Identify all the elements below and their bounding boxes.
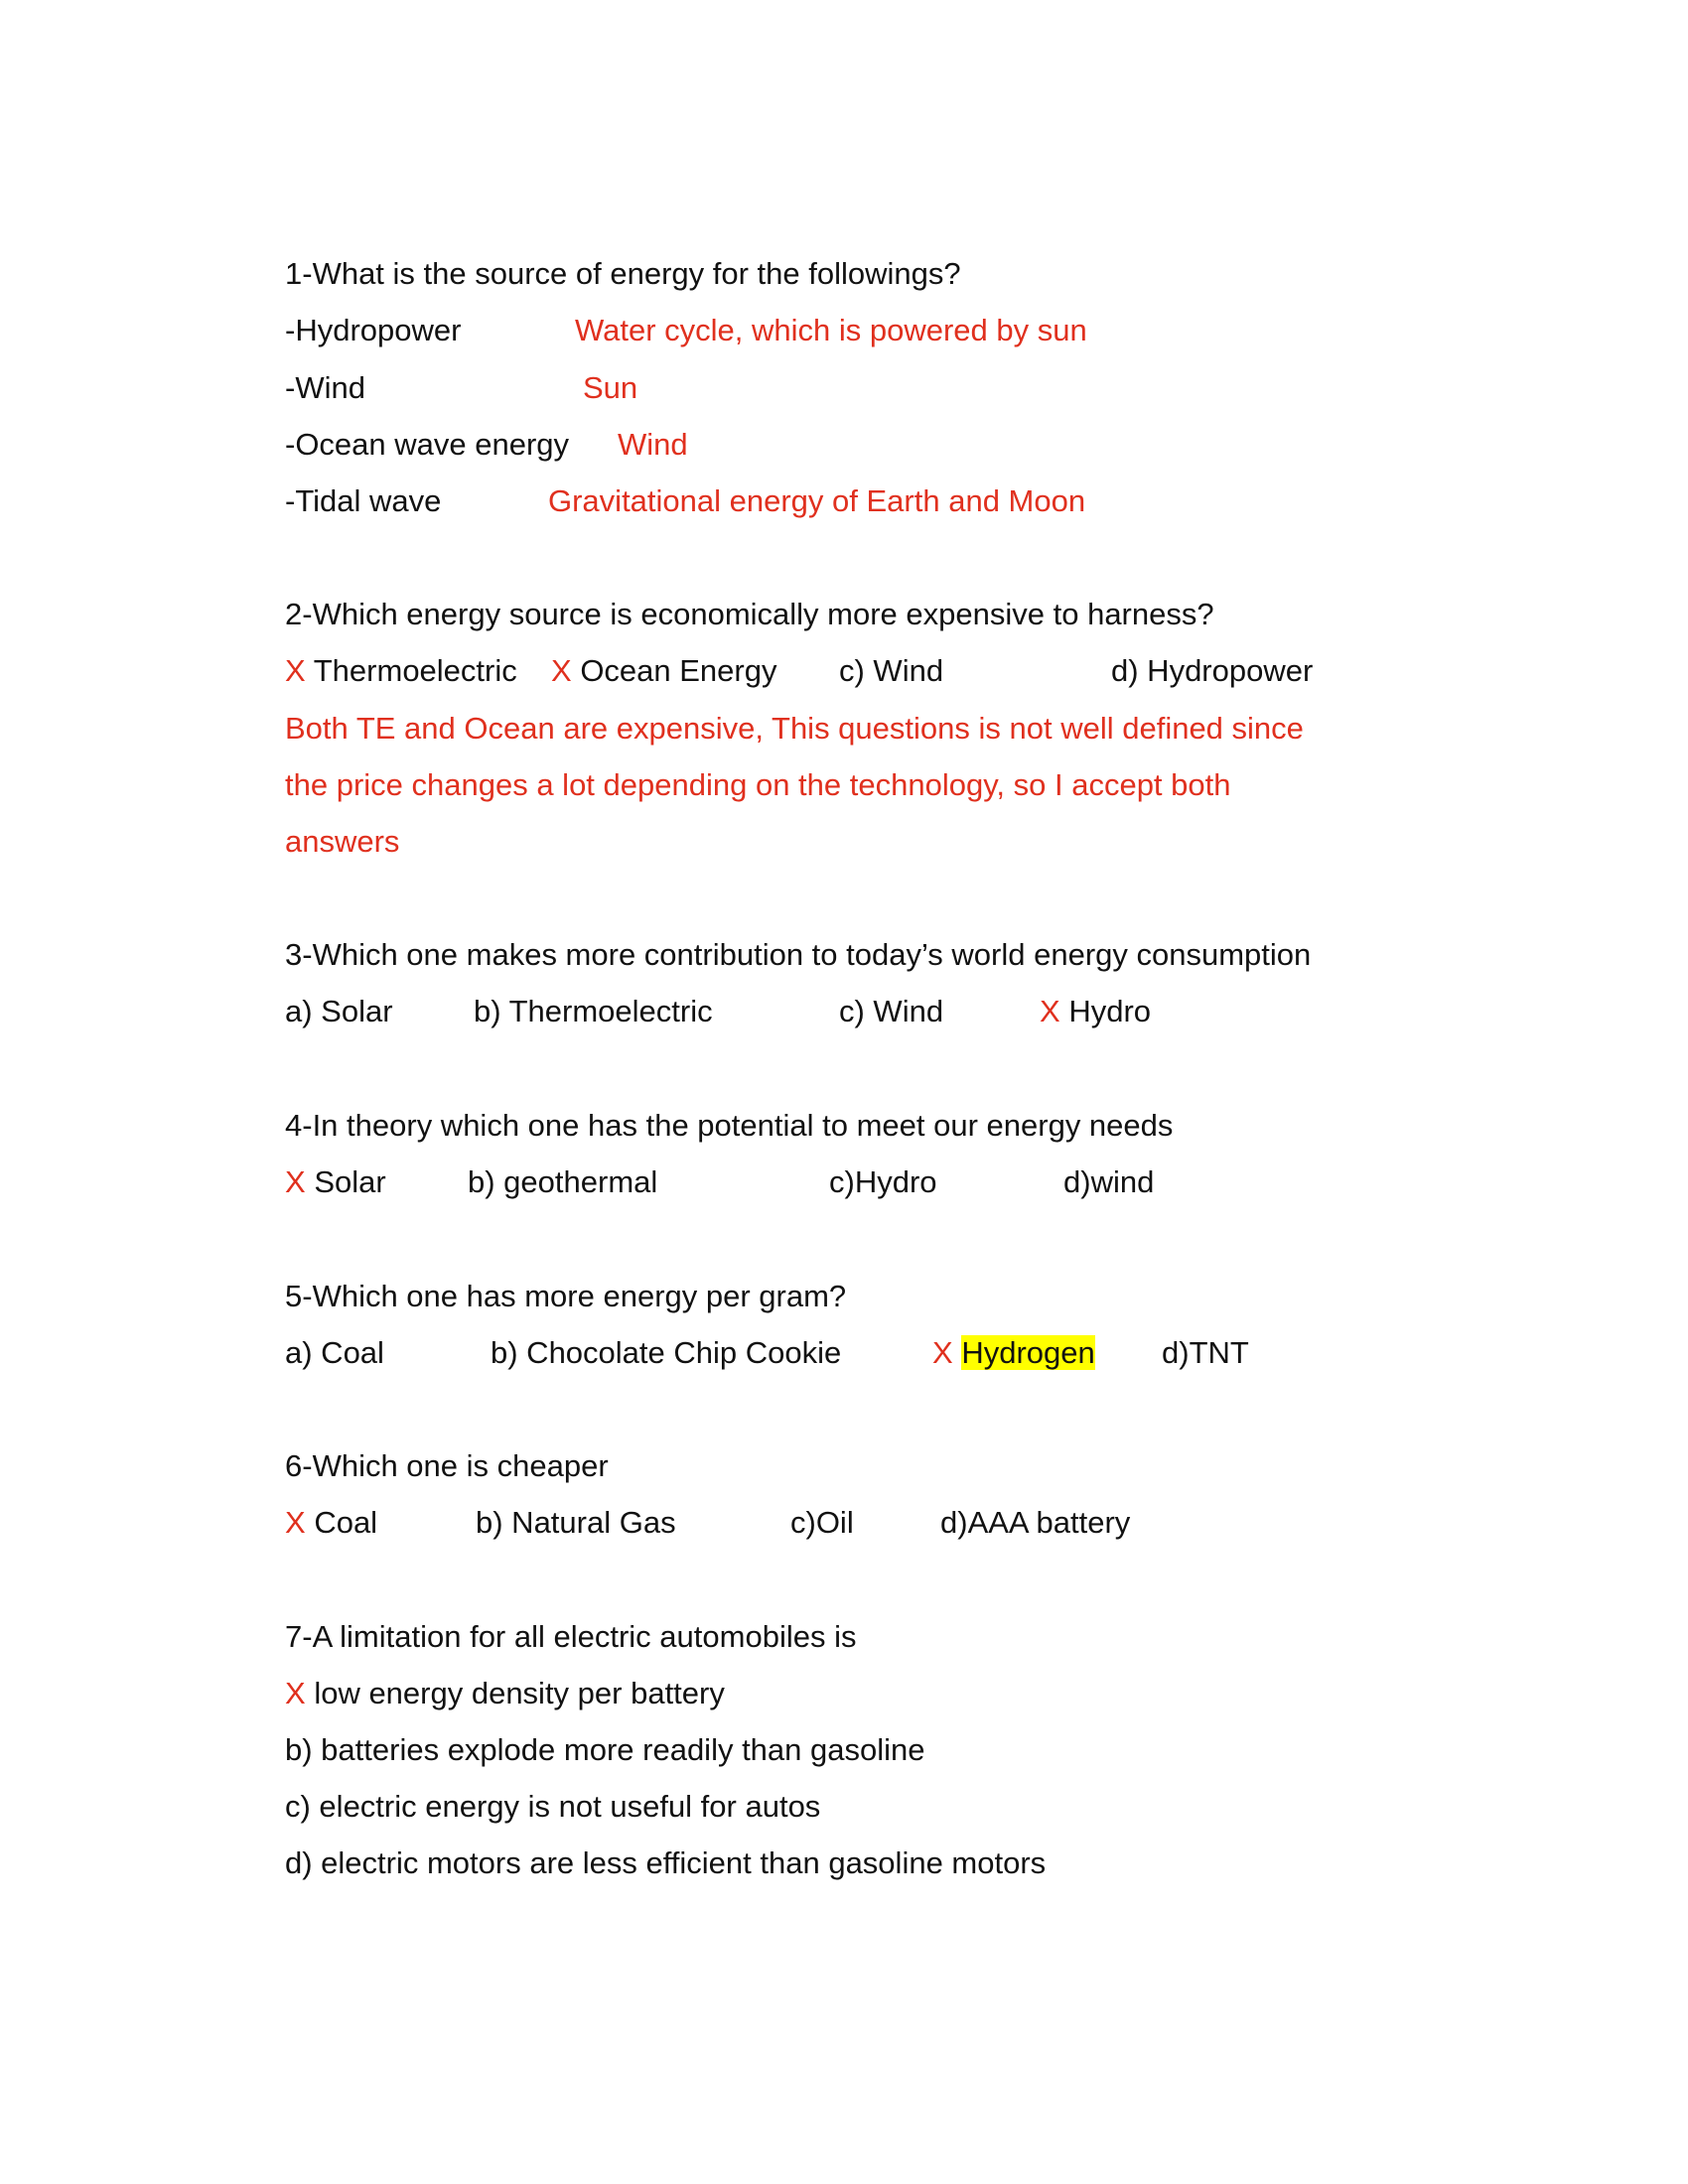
row-answer: Wind	[618, 427, 688, 462]
option-d: d) Hydropower	[1111, 653, 1314, 688]
option-a: a) Solar	[285, 994, 393, 1028]
question-4	[285, 1106, 1648, 1146]
question-2	[285, 595, 1648, 634]
option-a	[285, 1162, 386, 1202]
option-text: Hydro	[1068, 994, 1152, 1028]
x-mark: X	[285, 653, 306, 688]
q7-option-a	[285, 1674, 1648, 1713]
x-mark: X	[285, 1505, 306, 1540]
q2-options	[285, 651, 1648, 691]
question-text: 7-A limitation for all electric automobiles is	[285, 1619, 857, 1654]
question-text: 2-Which energy source is economically more expensive to harness?	[285, 597, 1214, 631]
q7-option-d: d) electric motors are less efficient than gasoline motors	[285, 1845, 1047, 1880]
option-b: b) geothermal	[468, 1164, 658, 1199]
option-a	[285, 651, 517, 691]
option-c: c)Hydro	[829, 1164, 937, 1199]
option-c: c)Oil	[790, 1505, 854, 1540]
question-text: 6-Which one is cheaper	[285, 1448, 609, 1483]
option-text: Ocean Energy	[580, 653, 777, 688]
row-answer: Water cycle, which is powered by sun	[575, 313, 1087, 347]
option-c	[932, 1333, 1095, 1373]
question-1	[285, 254, 1648, 294]
q7-option-c: c) electric energy is not useful for autos	[285, 1789, 821, 1824]
question-text: 1-What is the source of energy for the followings?	[285, 256, 961, 291]
q1-row-ocean-wave	[285, 425, 1648, 465]
q3-options	[285, 992, 1648, 1031]
q1-row-hydropower	[285, 311, 1648, 350]
option-c: c) Wind	[839, 653, 944, 688]
option-b	[551, 651, 776, 691]
option-b: b) Thermoelectric	[474, 994, 713, 1028]
option-d: d)TNT	[1162, 1335, 1249, 1370]
option-a	[285, 1503, 377, 1543]
q1-row-tidal-wave	[285, 481, 1648, 521]
question-7	[285, 1617, 1648, 1657]
highlighted-answer: Hydrogen	[961, 1335, 1095, 1370]
question-3	[285, 935, 1648, 975]
x-mark: X	[551, 653, 572, 688]
q5-options	[285, 1333, 1648, 1373]
option-d: d)wind	[1063, 1164, 1155, 1199]
option-b: b) Chocolate Chip Cookie	[491, 1335, 842, 1370]
q2-note-line-2: the price changes a lot depending on the technology, so I accept both	[285, 767, 1231, 802]
row-label: -Ocean wave energy	[285, 427, 570, 462]
question-6	[285, 1446, 1648, 1486]
question-5	[285, 1277, 1648, 1316]
q2-note-line-3: answers	[285, 824, 400, 859]
row-answer: Gravitational energy of Earth and Moon	[548, 483, 1086, 518]
option-d: d)AAA battery	[940, 1505, 1131, 1540]
option-b: b) Natural Gas	[476, 1505, 676, 1540]
option-text: Coal	[314, 1505, 378, 1540]
option-text: Solar	[314, 1164, 386, 1199]
option-text: Thermoelectric	[313, 653, 517, 688]
question-text: 3-Which one makes more contribution to today’s world energy consumption	[285, 937, 1312, 972]
option-text: low energy density per battery	[314, 1676, 725, 1710]
q2-note-line-1: Both TE and Ocean are expensive, This questions is not well defined since	[285, 711, 1304, 746]
row-label: -Tidal wave	[285, 483, 442, 518]
option-d	[1040, 992, 1151, 1031]
q6-options	[285, 1503, 1648, 1543]
q4-options	[285, 1162, 1648, 1202]
q7-option-b: b) batteries explode more readily than gasoline	[285, 1732, 925, 1767]
row-label: -Hydropower	[285, 313, 462, 347]
option-c: c) Wind	[839, 994, 944, 1028]
row-label: -Wind	[285, 370, 365, 405]
x-mark: X	[932, 1335, 953, 1370]
x-mark: X	[285, 1164, 306, 1199]
x-mark: X	[285, 1676, 306, 1710]
row-answer: Sun	[583, 370, 638, 405]
question-text: 5-Which one has more energy per gram?	[285, 1279, 847, 1313]
q1-row-wind	[285, 368, 1648, 408]
option-a: a) Coal	[285, 1335, 384, 1370]
question-text: 4-In theory which one has the potential to meet our energy needs	[285, 1108, 1174, 1143]
x-mark: X	[1040, 994, 1060, 1028]
